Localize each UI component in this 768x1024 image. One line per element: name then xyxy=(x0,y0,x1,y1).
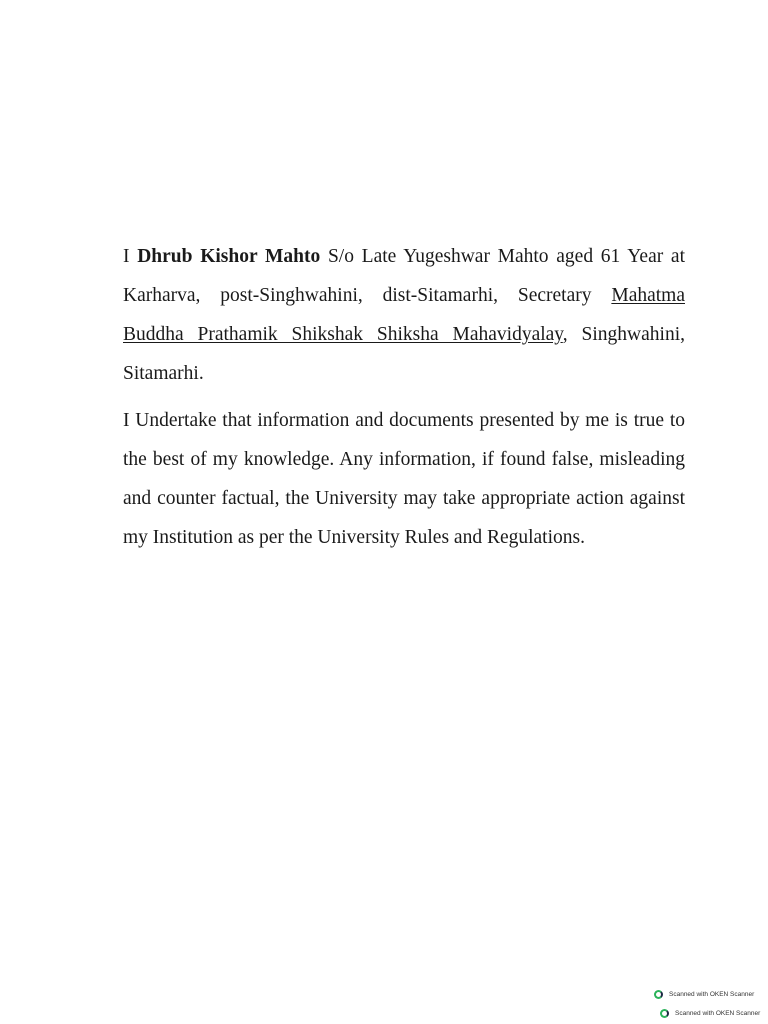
scanner-watermark xyxy=(654,987,764,1001)
intro-text: I xyxy=(123,246,138,267)
watermark-text: Scanned with OKEN Scanner xyxy=(669,990,755,998)
declarant-paragraph xyxy=(123,237,685,393)
oken-scanner-logo-icon xyxy=(654,990,663,999)
scanner-watermark xyxy=(660,1006,768,1020)
watermark-text: Scanned with OKEN Scanner xyxy=(675,1009,761,1017)
undertaking-body xyxy=(123,237,685,565)
declarant-details: S/o Late Yugeshwar Mahto aged 61 Year at Karharva, post-Singhwahini, dist-Sitamarhi, Secretary xyxy=(123,246,685,306)
institution-location: , Singhwahini, Sitamarhi. xyxy=(123,324,685,384)
institution-name: Mahatma Buddha Prathamik Shikshak Shiksha Mahavidyalay xyxy=(123,285,685,345)
undertaking-paragraph: I Undertake that information and documents presented by me is true to the best of my knowledge. Any information, if found false, misleading and counter factual, the University may take appropriate action against my Institution as per the University Rules and Regulations. xyxy=(123,410,685,548)
declarant-name: Dhrub Kishor Mahto xyxy=(137,246,321,267)
oken-scanner-logo-icon xyxy=(660,1009,669,1018)
